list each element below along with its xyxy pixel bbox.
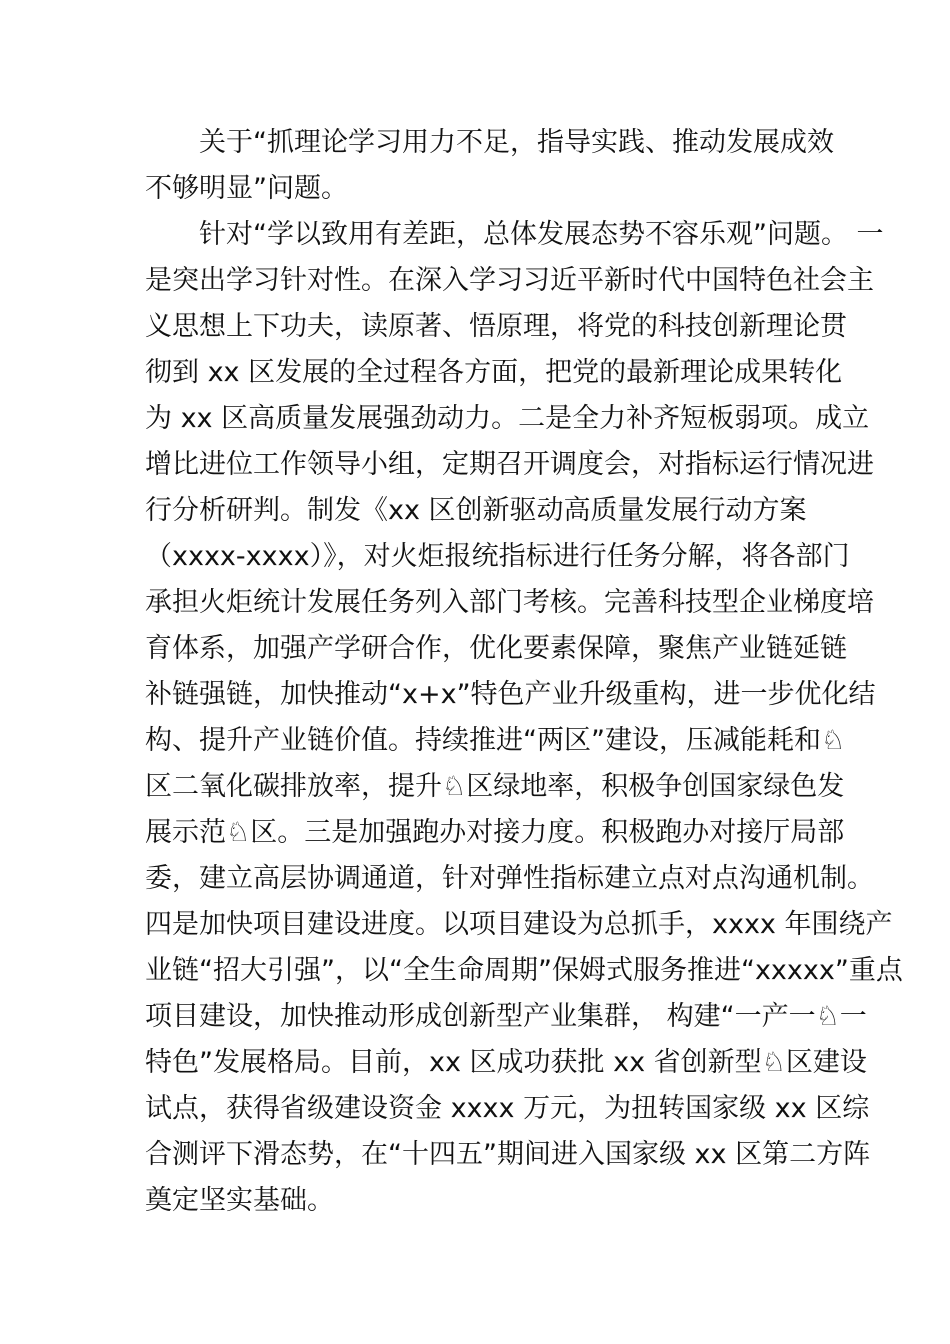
body-line: 奠定坚实基础。 [145,1185,334,1216]
body-line: 是突出学习针对性。在深入学习习近平新时代中国特色社会主 [145,265,874,296]
body-line: （xxxx-xxxx）》，对火炬报统指标进行任务分解，将各部门 [145,541,850,572]
body-line: 业链“招大引强”，以“全生命周期”保姆式服务推进“xxxxx”重点 [145,955,903,986]
body-line: 承担火炬统计发展任务列入部门考核。完善科技型企业梯度培 [145,587,874,618]
body-line: 义思想上下功夫，读原著、悟原理，将党的科技创新理论贯 [145,311,847,342]
heading-line-1: 关于“抓理论学习用力不足，指导实践、推动发展成效 [199,127,834,158]
body-line: 育体系，加强产学研合作，优化要素保障，聚焦产业链延链 [145,633,847,664]
body-line: 特色”发展格局。目前，xx 区成功获批 xx 省创新型♘区建设 [145,1047,867,1078]
body-line: 区二氧化碳排放率，提升♘区绿地率，积极争创国家绿色发 [145,771,845,802]
body-line: 增比进位工作领导小组，定期召开调度会，对指标运行情况进 [145,449,874,480]
body-line: 为 xx 区高质量发展强劲动力。二是全力补齐短板弱项。成立 [145,403,870,434]
body-line: 项目建设，加快推动形成创新型产业集群， 构建“一产一♘一 [145,1001,867,1032]
body-line: 行分析研判。制发《xx 区创新驱动高质量发展行动方案 [145,495,807,526]
body-line: 展示范♘区。三是加强跑办对接力度。积极跑办对接厅局部 [145,817,845,848]
body-line: 四是加快项目建设进度。以项目建设为总抓手，xxxx 年围绕产 [145,909,893,940]
document-text [145,120,903,1224]
body-line: 彻到 xx 区发展的全过程各方面，把党的最新理论成果转化 [145,357,843,388]
body-line: 合测评下滑态势，在“十四五”期间进入国家级 xx 区第二方阵 [145,1139,871,1170]
body-line: 委，建立高层协调通道，针对弹性指标建立点对点沟通机制。 [145,863,874,894]
heading-line-2: 不够明显”问题。 [145,173,348,204]
body-line: 试点，获得省级建设资金 xxxx 万元，为扭转国家级 xx 区综 [145,1093,870,1124]
body-line: 针对“学以致用有差距，总体发展态势不容乐观”问题。 一 [199,219,884,250]
body-line: 构、提升产业链价值。持续推进“两区”建设，压减能耗和♘ [145,725,846,756]
body-line: 补链强链，加快推动“x+x”特色产业升级重构，进一步优化结 [145,679,876,710]
